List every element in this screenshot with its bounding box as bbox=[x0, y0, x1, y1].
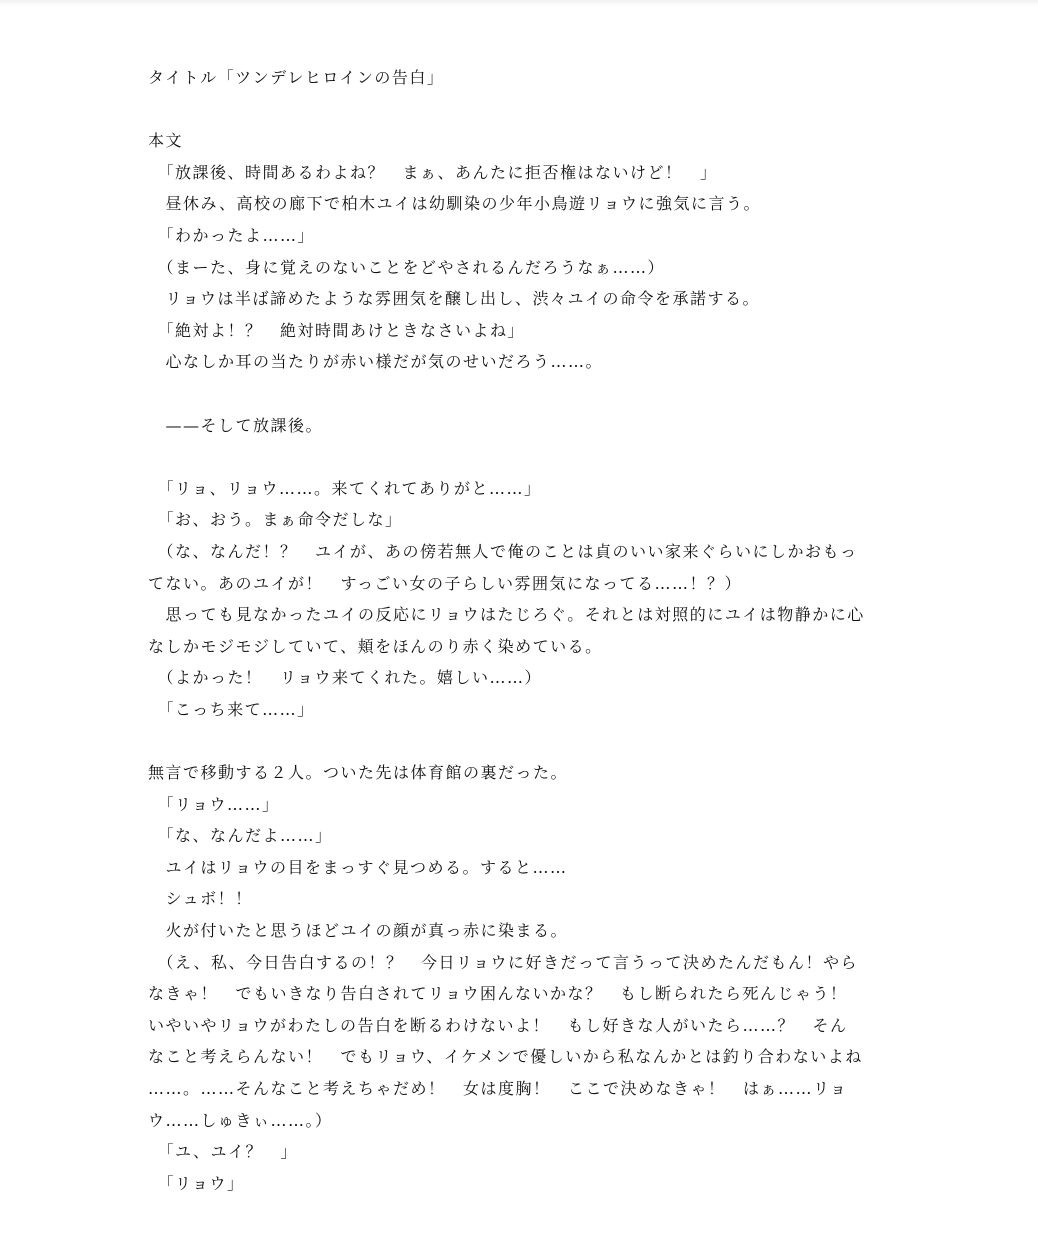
body-line: てない。あのユイが！ すっごい女の子らしい雰囲気になってる……！？） bbox=[148, 573, 743, 593]
blank-line bbox=[148, 94, 908, 126]
body-line: 「お、おう。まぁ命令だしな」 bbox=[148, 510, 403, 530]
body-line: なしかモジモジしていて、頬をほんのり赤く染めている。 bbox=[148, 636, 603, 656]
document-title: タイトル「ツンデレヒロインの告白」 bbox=[148, 68, 445, 87]
body-line: ——そして放課後。 bbox=[148, 415, 324, 435]
body-line: 「わかったよ……」 bbox=[148, 225, 316, 245]
body-line: 「リョ、リョウ……。来てくれてありがと……」 bbox=[148, 478, 542, 498]
body-line: 「こっち来て……」 bbox=[148, 699, 315, 719]
body-line: ウ……しゅきぃ……。） bbox=[148, 1110, 333, 1130]
blank-line bbox=[148, 725, 908, 757]
body-line: 心なしか耳の当たりが赤い様だが気のせいだろう……。 bbox=[148, 352, 604, 372]
body-line: 「リョウ……」 bbox=[148, 794, 280, 814]
body-line: 昼休み、高校の廊下で柏木ユイは幼馴染の少年小鳥遊リョウに強気に言う。 bbox=[148, 194, 761, 214]
body-line: シュボ！！ bbox=[148, 889, 253, 909]
body-line: 「ユ、ユイ？ 」 bbox=[148, 1142, 298, 1162]
body-line: （まーた、身に覚えのないことをどやされるんだろうなぁ……） bbox=[148, 257, 666, 277]
body-heading: 本文 bbox=[148, 131, 184, 151]
body-line: 「な、なんだよ……」 bbox=[148, 826, 333, 846]
body-line: 「絶対よ！？ 絶対時間あけときなさいよね」 bbox=[148, 320, 526, 340]
body-line: 火が付いたと思うほどユイの顔が真っ赤に染まる。 bbox=[148, 921, 569, 941]
body-line: なきゃ！ でもいきなり告白されてリョウ困んないかな？ もし断られたら死んじゃう！ bbox=[148, 984, 848, 1004]
body-line: 「放課後、時間あるわよね？ まぁ、あんたに拒否権はないけど！ 」 bbox=[148, 162, 718, 182]
body-line: （え、私、今日告白するの！？ 今日リョウに好きだって言うって決めたんだもん！やら bbox=[148, 952, 858, 972]
body-line: なこと考えらんない！ でもリョウ、イケメンで優しいから私なんかとは釣り合わないよね bbox=[148, 1047, 863, 1067]
body-line: いやいやリョウがわたしの告白を断るわけないよ！ もし好きな人がいたら……？ そん bbox=[148, 1015, 848, 1035]
body-line: ……。……そんなこと考えちゃだめ！ 女は度胸！ ここで決めなきゃ！ はぁ……リョ bbox=[148, 1079, 848, 1098]
body-line: （よかった！ リョウ来てくれた。嬉しい……） bbox=[148, 668, 543, 688]
document-page bbox=[148, 62, 908, 1199]
blank-line bbox=[148, 441, 908, 473]
body-line: （な、なんだ！？ ユイが、あの傍若無人で俺のことは貞のいい家来ぐらいにしかおもっ bbox=[148, 541, 858, 561]
body-line: 思っても見なかったユイの反応にリョウはたじろぐ。それとは対照的にユイは物静かに心 bbox=[148, 605, 865, 625]
blank-line bbox=[148, 378, 908, 410]
body-line: 無言で移動する２人。ついた先は体育館の裏だった。 bbox=[148, 763, 569, 783]
body-line: 「リョウ」 bbox=[148, 1173, 245, 1193]
body-line: リョウは半ば諦めたような雰囲気を醸し出し、渋々ユイの命令を承諾する。 bbox=[148, 289, 761, 309]
body-text bbox=[148, 157, 908, 1200]
body-line: ユイはリョウの目をまっすぐ見つめる。すると…… bbox=[148, 857, 568, 877]
top-edge-shadow bbox=[0, 0, 1038, 6]
